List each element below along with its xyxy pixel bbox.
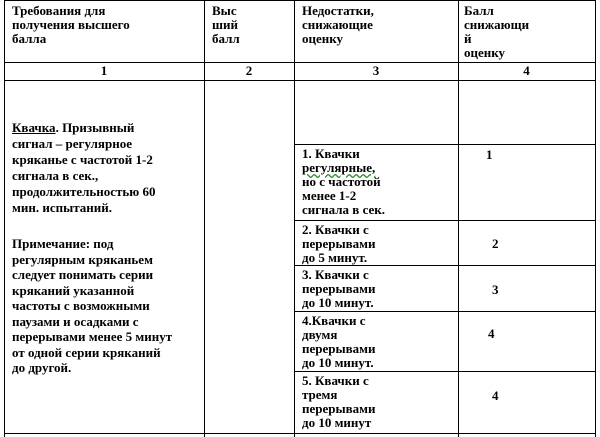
shortcoming-1: 1. Квачки регулярные, но с частотой менее 1-2 сигнала в сек. bbox=[302, 146, 386, 217]
row-divider bbox=[294, 371, 596, 372]
score-2: 2 bbox=[492, 236, 499, 251]
column-number-1: 1 bbox=[100, 63, 108, 78]
requirement-title: Квачка bbox=[12, 120, 56, 135]
score-1: 1 bbox=[486, 147, 493, 162]
requirement-description: Квачка. Призывный сигнал – регулярное кряканье с частотой 1-2 сигнала в сек., продолжительностью 60 мин. испытаний. bbox=[12, 120, 156, 215]
number-row-bottom-line bbox=[4, 80, 596, 81]
header-bottom-line bbox=[4, 62, 596, 63]
row-divider bbox=[294, 265, 596, 266]
score-5: 4 bbox=[492, 388, 499, 403]
header-shortcomings: Недостатки, снижающие оценку bbox=[302, 3, 374, 46]
shortcoming-5: 5. Квачки с тремя перерывами до 10 минут bbox=[302, 373, 376, 430]
row-divider bbox=[294, 220, 596, 221]
requirement-note: Примечание: под регулярным кряканьем следует понимать серии кряканий указанной частоты с возможными паузами и осадками с перерывами менее 5 минут от одной серии кряканий до другой. bbox=[12, 236, 173, 375]
shortcoming-3: 3. Квачки с перерывами до 10 минут. bbox=[302, 267, 376, 310]
score-4: 4 bbox=[488, 326, 495, 341]
column-number-3: 3 bbox=[372, 63, 380, 78]
header-max-score: Выс ший балл bbox=[212, 3, 240, 46]
column-number-2: 2 bbox=[245, 63, 253, 78]
header-score-reduction: Балл снижающи й оценку bbox=[464, 3, 530, 60]
column-number-4: 4 bbox=[523, 63, 530, 78]
row-divider bbox=[294, 144, 596, 145]
score-3: 3 bbox=[492, 282, 499, 297]
row-divider bbox=[294, 311, 596, 312]
table-border-right bbox=[595, 0, 596, 437]
shortcoming-2: 2. Квачки с перерывами до 5 минут. bbox=[302, 222, 376, 265]
header-requirements: Требования для получения высшего балла bbox=[12, 3, 130, 46]
table-border-bottom bbox=[4, 433, 596, 434]
shortcoming-4: 4.Квачки с двумя перерывами до 10 минут. bbox=[302, 313, 376, 370]
table-border-top bbox=[4, 0, 596, 1]
